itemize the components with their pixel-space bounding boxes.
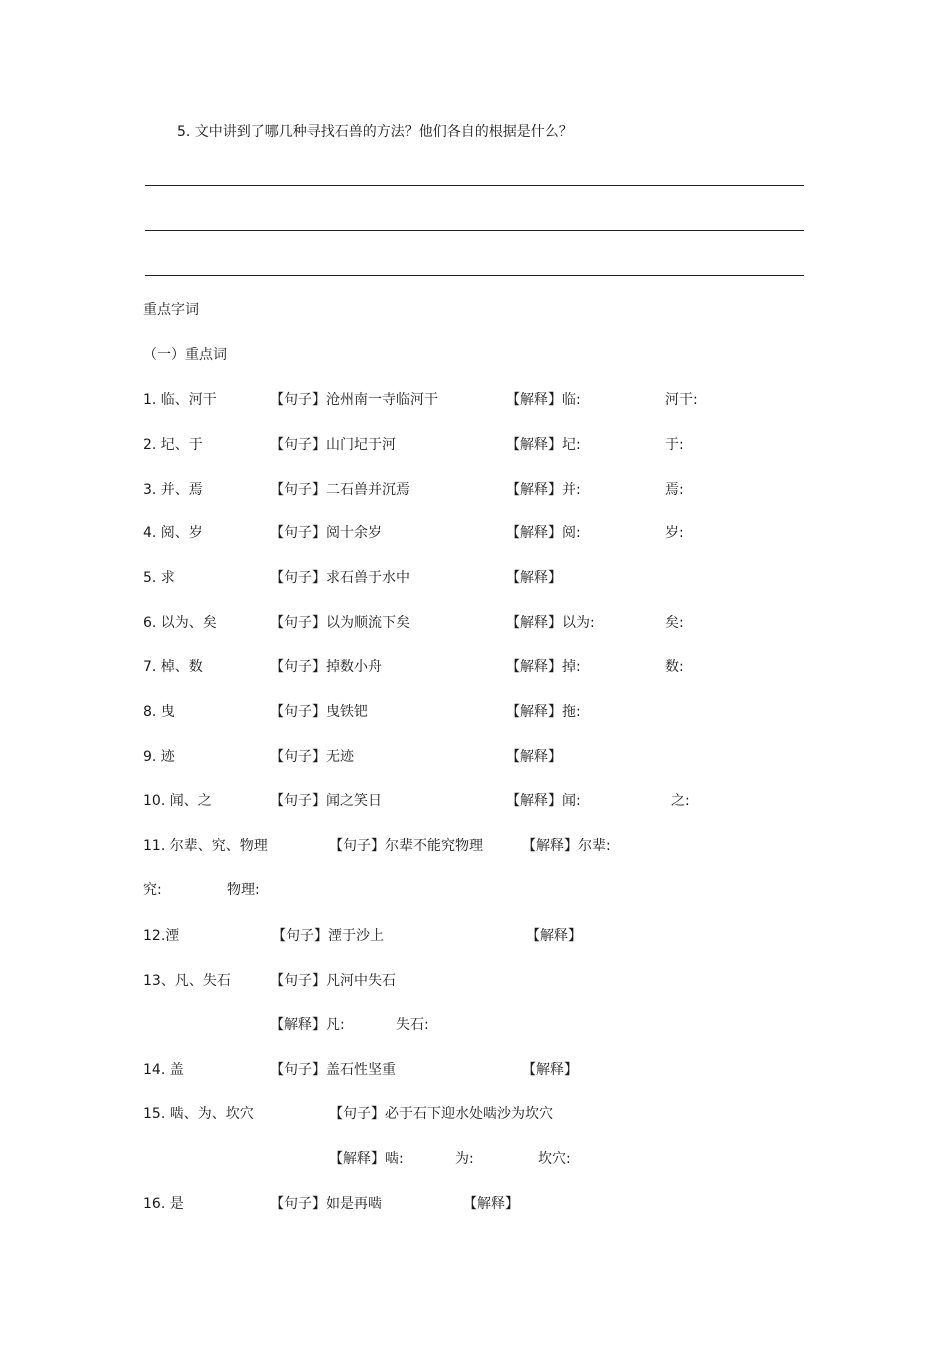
item-12-label: 12.湮	[143, 928, 180, 944]
item-1-label: 1. 临、河干	[143, 392, 217, 408]
item-4-extra: 岁:	[665, 525, 684, 541]
item-7-extra: 数:	[665, 659, 684, 675]
item-8-label: 8. 曳	[143, 704, 175, 720]
question-5: 5. 文中讲到了哪几种寻找石兽的方法？他们各自的根据是什么？	[177, 124, 573, 140]
item-13-extra: 失石:	[396, 1017, 429, 1033]
item-15-extra-2: 坎穴:	[538, 1151, 571, 1167]
item-13-sentence: 【句子】凡河中失石	[270, 973, 396, 989]
item-8-explain: 【解释】拖:	[506, 704, 581, 720]
item-6-extra: 矣:	[665, 615, 684, 631]
item-9-sentence: 【句子】无迹	[270, 749, 354, 765]
item-5-sentence: 【句子】求石兽于水中	[270, 570, 410, 586]
item-6-explain: 【解释】以为:	[506, 615, 595, 631]
item-11-explain: 【解释】尔辈:	[522, 838, 611, 854]
answer-line-2[interactable]	[145, 230, 804, 231]
item-3-label: 3. 并、焉	[143, 482, 203, 498]
item-15-explain: 【解释】啮:	[329, 1151, 404, 1167]
item-6-sentence: 【句子】以为顺流下矣	[270, 615, 410, 631]
item-2-sentence: 【句子】山门圮于河	[270, 437, 396, 453]
item-11-label: 11. 尔辈、究、物理	[143, 838, 268, 854]
item-1-explain: 【解释】临:	[506, 392, 581, 408]
subsection-title: （一）重点词	[143, 347, 227, 363]
item-11-sentence: 【句子】尔辈不能究物理	[329, 838, 483, 854]
answer-line-1[interactable]	[145, 185, 804, 186]
item-12-explain: 【解释】	[526, 928, 582, 944]
item-16-label: 16. 是	[143, 1196, 184, 1212]
item-10-explain: 【解释】闻:	[506, 793, 581, 809]
item-14-label: 14. 盖	[143, 1062, 184, 1078]
item-2-label: 2. 圮、于	[143, 437, 203, 453]
item-14-sentence: 【句子】盖石性坚重	[270, 1062, 396, 1078]
item-2-explain: 【解释】圮:	[506, 437, 581, 453]
item-10-label: 10. 闻、之	[143, 793, 212, 809]
item-11-cont-1: 究:	[143, 882, 162, 898]
item-15-sentence: 【句子】必于石下迎水处啮沙为坎穴	[329, 1106, 553, 1122]
item-3-explain: 【解释】并:	[506, 482, 581, 498]
item-15-label: 15. 啮、为、坎穴	[143, 1106, 254, 1122]
item-5-explain: 【解释】	[506, 570, 562, 586]
item-16-explain: 【解释】	[463, 1196, 519, 1212]
item-6-label: 6. 以为、矣	[143, 615, 217, 631]
item-10-extra: 之:	[671, 793, 690, 809]
answer-line-3[interactable]	[145, 275, 804, 276]
item-7-sentence: 【句子】掉数小舟	[270, 659, 382, 675]
item-8-sentence: 【句子】曳铁钯	[270, 704, 368, 720]
item-4-label: 4. 阅、岁	[143, 525, 203, 541]
item-7-label: 7. 棹、数	[143, 659, 203, 675]
item-4-sentence: 【句子】阅十余岁	[270, 525, 382, 541]
item-5-label: 5. 求	[143, 570, 175, 586]
item-3-extra: 焉:	[665, 482, 684, 498]
item-15-extra: 为:	[455, 1151, 474, 1167]
item-14-explain: 【解释】	[522, 1062, 578, 1078]
item-7-explain: 【解释】掉:	[506, 659, 581, 675]
item-16-sentence: 【句子】如是再啮	[270, 1196, 382, 1212]
item-11-cont-2: 物理:	[227, 882, 260, 898]
item-9-explain: 【解释】	[506, 749, 562, 765]
item-1-extra: 河干:	[665, 392, 698, 408]
section-title: 重点字词	[143, 302, 199, 318]
item-3-sentence: 【句子】二石兽并沉焉	[270, 482, 410, 498]
item-10-sentence: 【句子】闻之笑日	[270, 793, 382, 809]
item-9-label: 9. 迹	[143, 749, 175, 765]
item-13-label: 13、凡、失石	[143, 973, 231, 989]
item-13-explain: 【解释】凡:	[270, 1017, 345, 1033]
item-1-sentence: 【句子】沧州南一寺临河干	[270, 392, 438, 408]
item-2-extra: 于:	[665, 437, 684, 453]
item-4-explain: 【解释】阅:	[506, 525, 581, 541]
item-12-sentence: 【句子】湮于沙上	[272, 928, 384, 944]
